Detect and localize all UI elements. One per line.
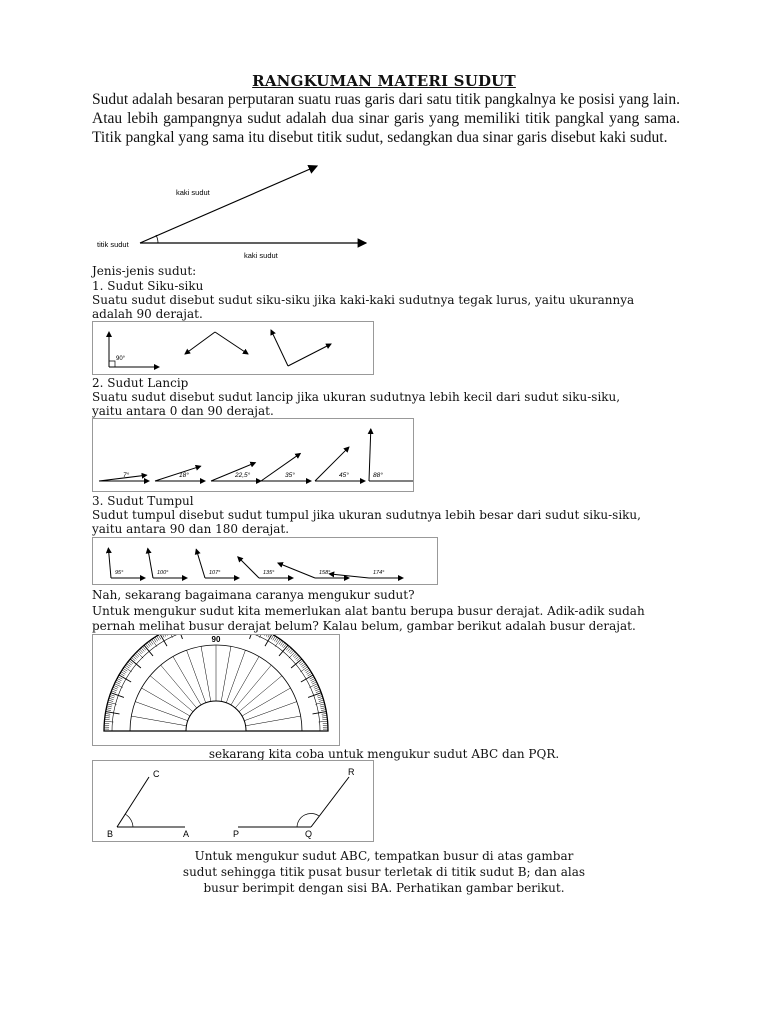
- label-kaki-sudut-bottom: kaki sudut: [244, 251, 278, 260]
- obtuse-angle: [196, 549, 239, 578]
- acute-angle-label: 18°: [179, 472, 189, 479]
- obtuse-angle-label: 174°: [373, 570, 385, 576]
- acute-heading: 2. Sudut Lancip: [92, 376, 189, 390]
- obtuse-text-1: Sudut tumpul disebut sudut tumpul jika ukuran sudutnya lebih besar dari sudut siku-siku,: [92, 508, 641, 522]
- label-q: Q: [305, 829, 313, 839]
- intro-paragraph: [92, 90, 680, 147]
- obtuse-angle: [329, 570, 403, 578]
- acute-angle-label: 22,5°: [235, 472, 251, 479]
- measure-text-1: Untuk mengukur sudut kita memerlukan alat bantu berupa busur derajat. Adik-adik sudah: [92, 604, 645, 618]
- acute-angle: [315, 447, 365, 481]
- obtuse-angle-label: 100°: [157, 570, 169, 576]
- label-kaki-sudut-top: kaki sudut: [176, 188, 210, 197]
- types-heading: Jenis-jenis sudut:: [92, 264, 197, 278]
- obtuse-angles-figure: [92, 537, 438, 585]
- obtuse-angle-label: 95°: [115, 570, 124, 576]
- protractor: [104, 634, 328, 731]
- obtuse-text-2: yaitu antara 90 dan 180 derajat.: [92, 522, 290, 536]
- acute-text-1: Suatu sudut disebut sudut lancip jika ukuran sudutnya lebih kecil dari sudut siku-siku,: [92, 390, 621, 404]
- obtuse-angle: [108, 548, 145, 578]
- instruction-line-3: busur berimpit dengan sisi BA. Perhatikan gambar berikut.: [203, 881, 565, 895]
- acute-text-2: yaitu antara 0 dan 90 derajat.: [92, 404, 274, 418]
- acute-angle: [99, 471, 149, 481]
- acute-angle-label: 45°: [339, 472, 349, 479]
- label-titik-sudut: titik sudut: [97, 240, 129, 249]
- acute-angle-label: 35°: [285, 472, 295, 479]
- instruction-line-2: sudut sehingga titik pusat busur terletak di titik sudut B; dan alas: [182, 865, 586, 879]
- page-title: RANGKUMAN MATERI SUDUT: [252, 72, 516, 90]
- acute-angle: [261, 453, 311, 481]
- label-c: C: [153, 769, 160, 779]
- protractor-90-label: 90: [211, 635, 221, 644]
- obtuse-heading: 3. Sudut Tumpul: [92, 494, 194, 508]
- obtuse-angle-label: 158°: [319, 570, 331, 576]
- intro-text-pre: Sudut adalah besaran: [92, 91, 228, 108]
- obtuse-angle: [148, 548, 187, 578]
- try-measure-text: sekarang kita coba untuk mengukur sudut ABC dan PQR.: [208, 747, 560, 761]
- instruction-line-1: Untuk mengukur sudut ABC, tempatkan busur di atas gambar: [194, 849, 574, 863]
- right-angle-figure: [92, 321, 374, 375]
- obtuse-angle: [278, 563, 349, 578]
- right-angle-label: 90°: [116, 356, 126, 362]
- right-angle-heading: 1. Sudut Siku-siku: [92, 279, 204, 293]
- right-angle-text-2: adalah 90 derajat.: [92, 307, 203, 321]
- angle-parts-figure: [92, 162, 382, 262]
- obtuse-angle: [238, 557, 293, 578]
- label-p: P: [233, 829, 240, 839]
- acute-angle: [211, 463, 261, 481]
- acute-angle-label: 7°: [123, 472, 130, 479]
- angle-abc-pqr-figure: [92, 760, 374, 842]
- label-a: A: [183, 829, 190, 839]
- right-angle-text-1: Suatu sudut disebut sudut siku-siku jika kaki-kaki sudutnya tegak lurus, yaitu ukurannya: [92, 293, 635, 307]
- label-r: R: [348, 767, 355, 777]
- measure-text-2: pernah melihat busur derajat belum? Kalau belum, gambar berikut adalah busur derajat.: [92, 619, 636, 633]
- intro-emphasis: perputaran: [227, 91, 295, 108]
- obtuse-angle-label: 135°: [263, 570, 275, 576]
- intro-text-post: suatu ruas garis dari satu titik pangkalnya ke posisi yang lain. Atau lebih gampangnya sudut adalah dua sinar garis yang memiliki titik pangkal yang sama. Titik pangkal yang sama itu disebut titik sudut, sedangkan dua sinar garis disebut kaki sudut.: [92, 91, 680, 146]
- label-b: B: [107, 829, 114, 839]
- acute-angles-figure: [92, 418, 414, 492]
- protractor-figure: [92, 634, 340, 746]
- acute-angle: [369, 429, 414, 481]
- acute-angle-label: 88°: [373, 472, 383, 479]
- acute-angle: [155, 466, 205, 481]
- measure-question: Nah, sekarang bagaimana caranya mengukur sudut?: [92, 588, 415, 602]
- obtuse-angle-label: 107°: [209, 570, 221, 576]
